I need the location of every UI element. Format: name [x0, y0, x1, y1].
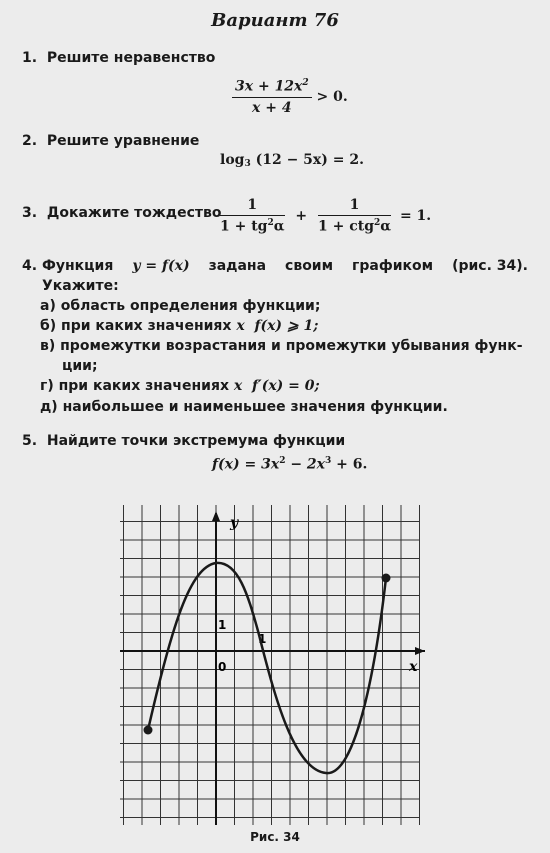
task-3-frac2-den: 1 + ctg [318, 218, 375, 235]
task-2-number: 2. [22, 133, 38, 149]
y-axis-label: y [230, 515, 239, 531]
task-3 [22, 205, 222, 221]
task-4-figure-ref: (рис. 34). [452, 258, 528, 274]
task-3-frac1-den: 1 + tg [220, 218, 268, 235]
task-1-numerator: 3x + 12x [235, 78, 303, 95]
task-3-frac1-alpha: α [273, 218, 285, 235]
task-4-item-g [40, 378, 320, 394]
task-4-word-2: задана [208, 258, 267, 274]
task-3-rhs: = 1. [399, 207, 432, 224]
task-1-text: Решите неравенство [46, 50, 216, 66]
task-3-number: 3. [22, 205, 38, 221]
task-5-exp-2: 3 [325, 456, 332, 466]
task-2-text: Решите уравнение [46, 133, 200, 149]
task-1-denominator: x + 4 [252, 99, 292, 116]
task-1-number: 1. [22, 50, 38, 66]
task-3-text: Докажите тождество [46, 205, 222, 221]
task-2-log: log [220, 152, 245, 168]
task-5 [22, 433, 345, 449]
task-4-number: 4. [22, 258, 38, 274]
origin-label: 0 [218, 660, 227, 674]
task-4-item-g-cond: f′(x) = 0; [251, 378, 320, 394]
task-4-line-1 [22, 258, 528, 274]
task-3-frac2-alpha: α [380, 218, 392, 235]
y-axis-arrow-icon [212, 511, 220, 521]
task-1 [22, 50, 215, 66]
task-4-item-b-cond: f(x) ⩾ 1; [254, 318, 319, 334]
task-5-exp-1: 2 [279, 456, 286, 466]
task-4-item-d: д) наибольшее и наименьшее значения функции. [40, 399, 448, 415]
task-4-word-1: Функция [42, 258, 114, 274]
task-1-numerator-exp: 2 [302, 78, 309, 88]
task-1-rhs: > 0. [316, 88, 348, 105]
task-4-word-3: своим [285, 258, 334, 274]
task-1-inequality [232, 78, 348, 116]
task-2 [22, 133, 199, 149]
task-4-item-g-var: x [233, 378, 243, 394]
task-5-mid: − 2x [285, 456, 326, 473]
task-4-item-b-var: x [236, 318, 245, 334]
task-5-lhs: f(x) = 3x [212, 456, 280, 473]
task-3-frac2-exp: 2 [374, 218, 381, 228]
task-4-item-b [40, 318, 318, 334]
function-curve [148, 563, 386, 773]
variant-title: Вариант 76 [211, 10, 339, 31]
task-3-identity [220, 197, 431, 235]
y-tick-1: 1 [218, 618, 227, 632]
curve-start-point [144, 726, 153, 735]
task-3-frac1-num: 1 [220, 197, 285, 216]
task-5-text: Найдите точки экстремума функции [46, 433, 346, 449]
task-4-item-g-text: г) при каких значениях [40, 378, 234, 394]
function-graph [120, 505, 430, 825]
task-5-number: 5. [22, 433, 38, 449]
task-3-frac1-exp: 2 [267, 218, 274, 228]
task-4-function: y = f(x) [132, 258, 190, 274]
task-1-fraction [232, 78, 312, 116]
task-5-function [212, 456, 367, 473]
task-2-log-base: 3 [244, 159, 251, 169]
task-4-indicate: Укажите: [42, 278, 119, 294]
task-4-item-v-cont: ции; [62, 358, 98, 374]
task-2-equation [220, 152, 364, 168]
task-5-tail: + 6. [331, 456, 368, 473]
task-4-word-4: графиком [352, 258, 434, 274]
task-4-item-b-text: б) при каких значениях [40, 318, 237, 334]
task-3-frac2-num: 1 [318, 197, 391, 216]
task-3-plus: + [295, 207, 308, 224]
task-3-fraction-1 [220, 197, 285, 235]
task-4-item-a: а) область определения функции; [40, 298, 321, 314]
task-3-fraction-2 [318, 197, 391, 235]
task-4-item-v: в) промежутки возрастания и промежутки убывания функ- [40, 338, 523, 354]
task-2-expression: (12 − 5x) = 2. [255, 152, 364, 168]
curve-end-point [382, 574, 391, 583]
figure-caption: Рис. 34 [250, 830, 300, 844]
x-tick-1: 1 [258, 632, 267, 646]
x-axis-label: x [409, 659, 418, 675]
